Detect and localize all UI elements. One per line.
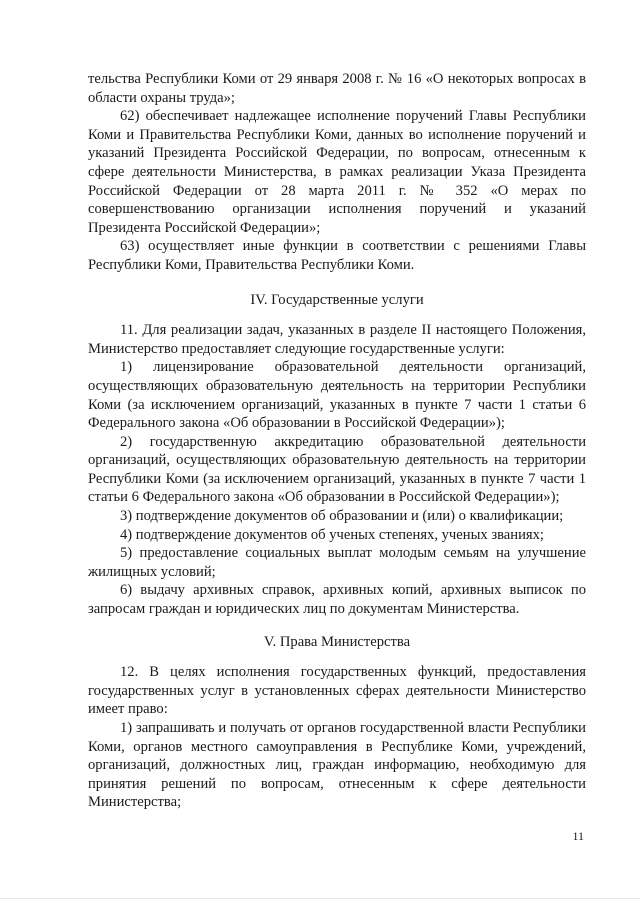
list-item: 4) подтверждение документов об ученых степенях, ученых званиях; xyxy=(120,526,544,543)
list-item: 2) государственную аккредитацию образовательной деятельности организаций, осуществляющих образовательную деятельность на территории Республики Коми (за исключением организаций, указанных в пункте 7 части 1 статьи 6 Федерального закона «Об образовании в Российской Федерации»); xyxy=(88,433,586,506)
section-intro: 12. В целях исполнения государственных функций, предоставления государственных услуг в установленных сферах деятельности Министерство имеет право: xyxy=(88,664,586,718)
page-number: 11 xyxy=(572,829,584,843)
continuation-paragraph: тельства Республики Коми от 29 января 2008 г. № 16 «О некоторых вопросах в области охраны труда»; xyxy=(88,71,586,106)
section-intro: 11. Для реализации задач, указанных в разделе II настоящего Положения, Министерство предоставляет следующие государственные услуги: xyxy=(88,322,586,357)
list-item: 62) обеспечивает надлежащее исполнение поручений Главы Республики Коми и Правительства Республики Коми, данных во исполнение поручений и указаний Президента Российской Федерации, по вопросам, отнесенным к сфере деятельности Министерства, в рамках реализации Указа Президента Российской Федерации от 28 марта 2011 г. № 352 «О мерах по совершенствованию организации исполнения поручений и указаний Президента Российской Федерации»; xyxy=(88,108,586,236)
list-item: 5) предоставление социальных выплат молодым семьям на улучшение жилищных условий; xyxy=(88,545,586,580)
list-item: 1) лицензирование образовательной деятельности организаций, осуществляющих образовательную деятельность на территории Республики Коми (за исключением организаций, указанных в пункте 7 части 1 статьи 6 Федерального закона «Об образовании в Российской Федерации»); xyxy=(88,359,586,432)
document-body xyxy=(88,70,586,812)
list-item: 3) подтверждение документов об образовании и (или) о квалификации; xyxy=(120,508,564,525)
list-item: 1) запрашивать и получать от органов государственной власти Республики Коми, органов местного самоуправления в Республике Коми, учреждений, организаций, должностных лиц, граждан информацию, необходимую для принятия решений по вопросам, отнесенным к сфере деятельности Министерства; xyxy=(88,720,586,811)
scan-edge-divider xyxy=(0,898,640,899)
section-heading-5: V. Права Министерства xyxy=(263,633,411,650)
list-item: 6) выдачу архивных справок, архивных копий, архивных выписок по запросам граждан и юридических лиц по документам Министерства. xyxy=(88,582,586,618)
section-heading-4: IV. Государственные услуги xyxy=(250,291,424,308)
list-item: 63) осуществляет иные функции в соответствии с решениями Главы Республики Коми, Правительства Республики Коми. xyxy=(88,238,586,273)
